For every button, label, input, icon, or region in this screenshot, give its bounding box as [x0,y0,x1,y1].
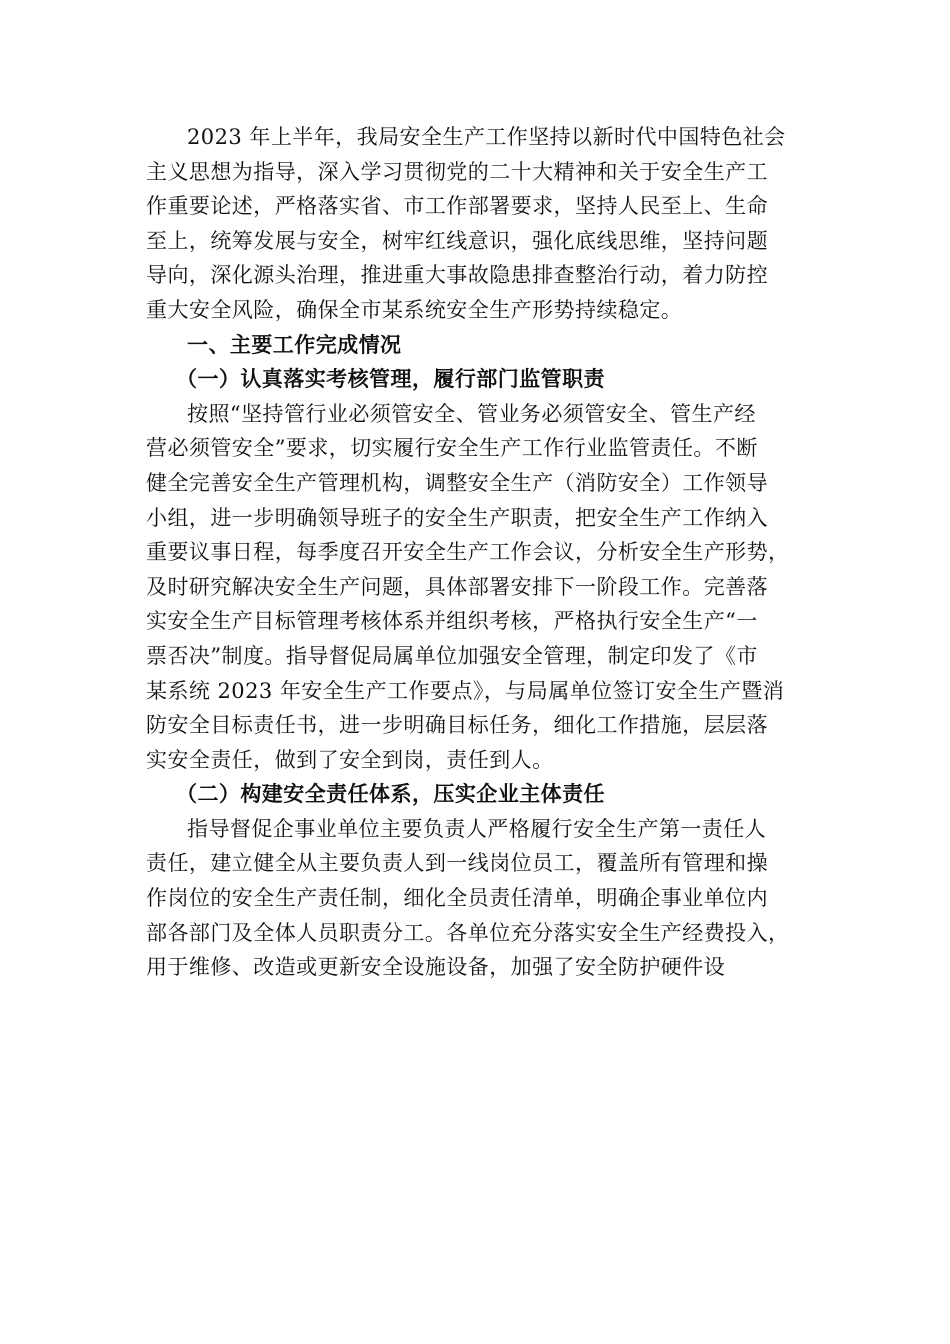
paragraph-line: 至上，统筹发展与安全，树牢红线意识，强化底线思维，坚持问题 [146,228,769,253]
subsection-heading: （一）认真落实考核管理，履行部门监管职责 [176,367,605,392]
paragraph-line: 营必须管安全”要求，切实履行安全生产工作行业监管责任。不断 [146,436,758,461]
paragraph-line: 重大安全风险，确保全市某系统安全生产形势持续稳定。 [146,297,683,322]
paragraph-line: 票否决”制度。指导督促局属单位加强安全管理，制定印发了《市 [146,643,758,668]
paragraph-line: 健全完善安全生产管理机构，调整安全生产（消防安全）工作领导 [146,470,769,495]
subsection-heading: （二）构建安全责任体系，压实企业主体责任 [176,782,605,807]
subsection-1-paragraph [146,397,806,778]
paragraph-line: 作岗位的安全生产责任制，细化全员责任清单，明确企事业单位内 [146,886,769,911]
paragraph-line: 用于维修、改造或更新安全设施设备，加强了安全防护硬件设 [146,955,726,980]
intro-paragraph [146,120,806,328]
paragraph-line: 主义思想为指导，深入学习贯彻党的二十大精神和关于安全生产工 [146,159,769,184]
paragraph-line: 实安全责任，做到了安全到岗，责任到人。 [146,747,554,772]
section-heading: 一、主要工作完成情况 [187,332,402,357]
paragraph-line: 防安全目标责任书，进一步明确目标任务，细化工作措施，层层落 [146,713,769,738]
paragraph-line: 按照“坚持管行业必须管安全、管业务必须管安全、管生产经 [187,401,756,426]
paragraph-line: 某系统 2023 年安全生产工作要点》，与局属单位签订安全生产暨消 [146,678,785,703]
paragraph-line: 小组，进一步明确领导班子的安全生产职责，把安全生产工作纳入 [146,505,769,530]
subsection-2-paragraph [146,812,806,985]
paragraph-line: 2023 年上半年，我局安全生产工作坚持以新时代中国特色社会 [187,125,786,149]
paragraph-line: 作重要论述，严格落实省、市工作部署要求，坚持人民至上、生命 [146,194,769,219]
paragraph-line: 实安全生产目标管理考核体系并组织考核，严格执行安全生产“一 [146,609,758,634]
paragraph-line: 及时研究解决安全生产问题，具体部署安排下一阶段工作。完善落 [146,574,769,599]
paragraph-line: 部各部门及全体人员职责分工。各单位充分落实安全生产经费投入， [146,920,790,945]
paragraph-line: 指导督促企事业单位主要负责人严格履行安全生产第一责任人 [187,816,767,841]
document-page [146,120,806,985]
paragraph-line: 导向，深化源头治理，推进重大事故隐患排查整治行动，着力防控 [146,263,769,288]
paragraph-line: 责任，建立健全从主要负责人到一线岗位员工，覆盖所有管理和操 [146,851,769,876]
paragraph-line: 重要议事日程，每季度召开安全生产工作会议，分析安全生产形势， [146,540,790,565]
